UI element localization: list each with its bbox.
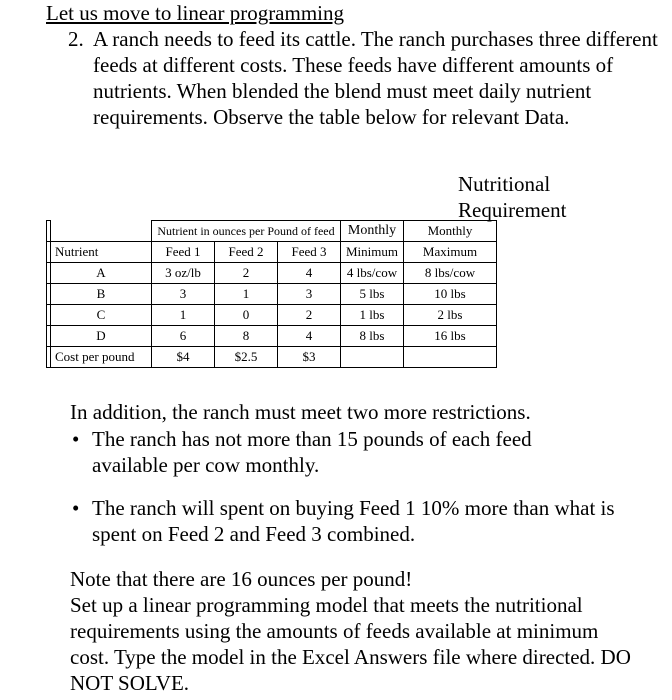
monthly-min-header-top: Monthly [341, 221, 404, 242]
problem-text: A ranch needs to feed its cattle. The ranch purchases three different feeds at different costs. These feeds have different amounts of nutrients. When blended the blend must meet daily nutrient requirements. Observe the table below for relevant Data. [93, 27, 658, 129]
problem-number: 2. [68, 27, 84, 51]
feed2-header: Feed 2 [215, 242, 278, 263]
feed1-header: Feed 1 [152, 242, 215, 263]
note-instructions: Set up a linear programming model that meets the nutritional requirements using the amounts of feeds available at minimum cost. Type the model in the Excel Answers file where directed. DO NOT SOLVE. [70, 593, 631, 695]
monthly-max-header-bottom: Maximum [404, 242, 497, 263]
restriction-bullet-2: The ranch will spent on buying Feed 1 10% more than what is spent on Feed 2 and Feed 3 combined. [92, 496, 615, 546]
section-heading: Let us move to linear programming [46, 1, 345, 25]
bullet-dot-icon: • [72, 427, 80, 451]
monthly-min-header-bottom: Minimum [341, 242, 404, 263]
table-row: A 3 oz/lb 2 4 4 lbs/cow 8 lbs/cow [47, 263, 497, 284]
super-header-cell: Nutrient in ounces per Pound of feed [152, 221, 341, 242]
table-super-header-row [47, 221, 497, 242]
restriction-bullet-1: The ranch has not more than 15 pounds of each feed available per cow monthly. [92, 427, 532, 477]
table-header-row [47, 242, 497, 263]
monthly-max-header-top: Monthly [404, 221, 497, 242]
table-row: D 6 8 4 8 lbs 16 lbs [47, 326, 497, 347]
nutritional-requirement-heading: Nutritional Requirement [458, 172, 567, 222]
nutrient-header: Nutrient [51, 242, 152, 263]
table-row: B 3 1 3 5 lbs 10 lbs [47, 284, 497, 305]
feed3-header: Feed 3 [278, 242, 341, 263]
nutrient-table [46, 220, 497, 368]
restrictions-intro: In addition, the ranch must meet two more restrictions. [70, 400, 531, 424]
bullet-dot-icon: • [72, 496, 80, 520]
problem-statement [68, 26, 663, 130]
note-line-1: Note that there are 16 ounces per pound! [70, 567, 413, 591]
table-row: C 1 0 2 1 lbs 2 lbs [47, 305, 497, 326]
cost-row: Cost per pound $4 $2.5 $3 [47, 347, 497, 368]
